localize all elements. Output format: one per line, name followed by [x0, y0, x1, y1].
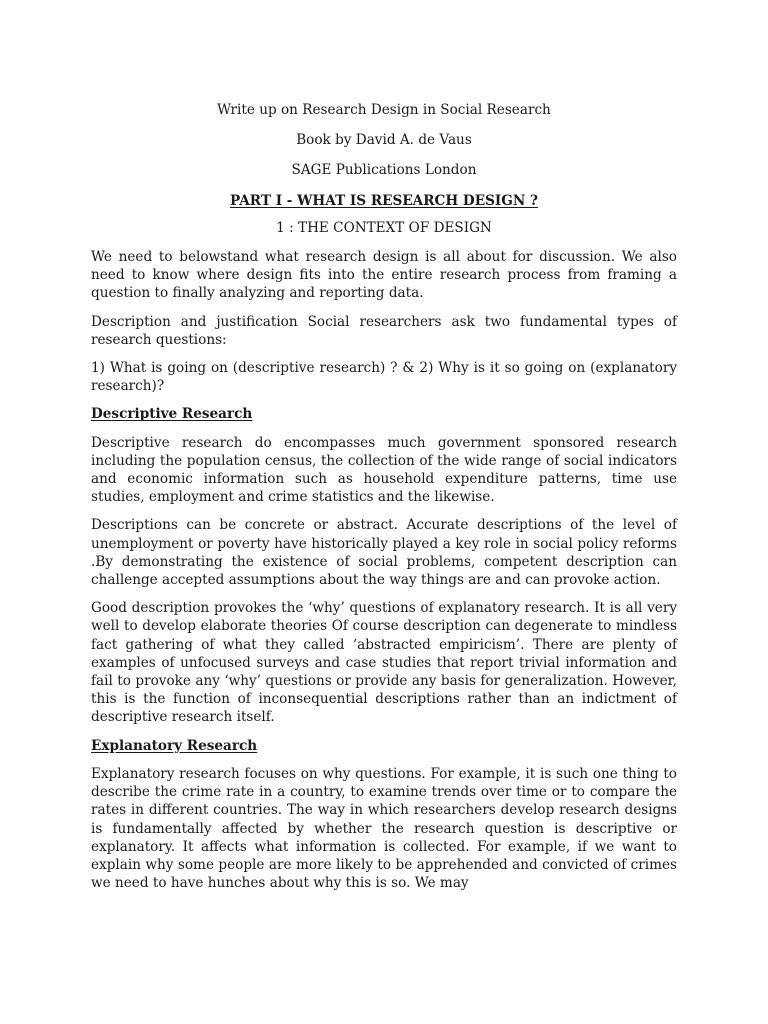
- document-title: Write up on Research Design in Social Research: [217, 102, 551, 118]
- publisher-line: SAGE Publications London: [291, 162, 477, 179]
- descriptive-paragraph: Good description provokes the ‘why’ questions of explanatory research. It is all very well to develop elaborate theories Of course description can degenerate to mindless fact gathering of what they called ‘abstracted empiricism’. There are plenty of examples of unfocused surveys and case studies that report trivial information and fail to provoke any ‘why’ questions or provide any basis for generalization. However, this is the function of inconsequential descriptions rather than an indictment of descriptive research itself.: [91, 600, 677, 726]
- section-heading-descriptive: Descriptive Research: [91, 406, 253, 423]
- descriptive-paragraph: Descriptions can be concrete or abstract. Accurate descriptions of the level of unemployment or poverty have historically played a key role in social policy reforms .By demonstrating the existence of social problems, competent description can challenge accepted assumptions about the way things are and can provoke action.: [91, 517, 677, 589]
- descriptive-paragraph: Descriptive research do encompasses much government sponsored research including the population census, the collection of the wide range of social indicators and economic information such as household expenditure patterns, time use studies, employment and crime statistics and the likewise.: [91, 434, 677, 506]
- intro-paragraph: We need to belowstand what research design is all about for discussion. We also need to know where design fits into the entire research process from framing a question to finally analyzing and reporting data.: [91, 249, 677, 302]
- chapter-heading: 1 : THE CONTEXT OF DESIGN: [276, 219, 492, 236]
- section-heading-explanatory: Explanatory Research: [91, 737, 258, 754]
- intro-paragraph: Description and justification Social researchers ask two fundamental types of research questions:: [91, 313, 677, 348]
- part-heading: PART I - WHAT IS RESEARCH DESIGN ?: [230, 192, 538, 209]
- book-author-line: Book by David A. de Vaus: [296, 132, 472, 149]
- explanatory-paragraph: Explanatory research focuses on why questions. For example, it is such one thing to describe the crime rate in a country, to examine trends over time or to compare the rates in different countries. The way in which researchers develop research designs is fundamentally affected by whether the research question is descriptive or explanatory. It affects what information is collected. For example, if we want to explain why some people are more likely to be apprehended and convicted of crimes we need to have hunches about why this is so. We may: [91, 765, 677, 892]
- intro-paragraph: 1) What is going on (descriptive research) ? & 2) Why is it so going on (explanatory research)?: [91, 360, 677, 395]
